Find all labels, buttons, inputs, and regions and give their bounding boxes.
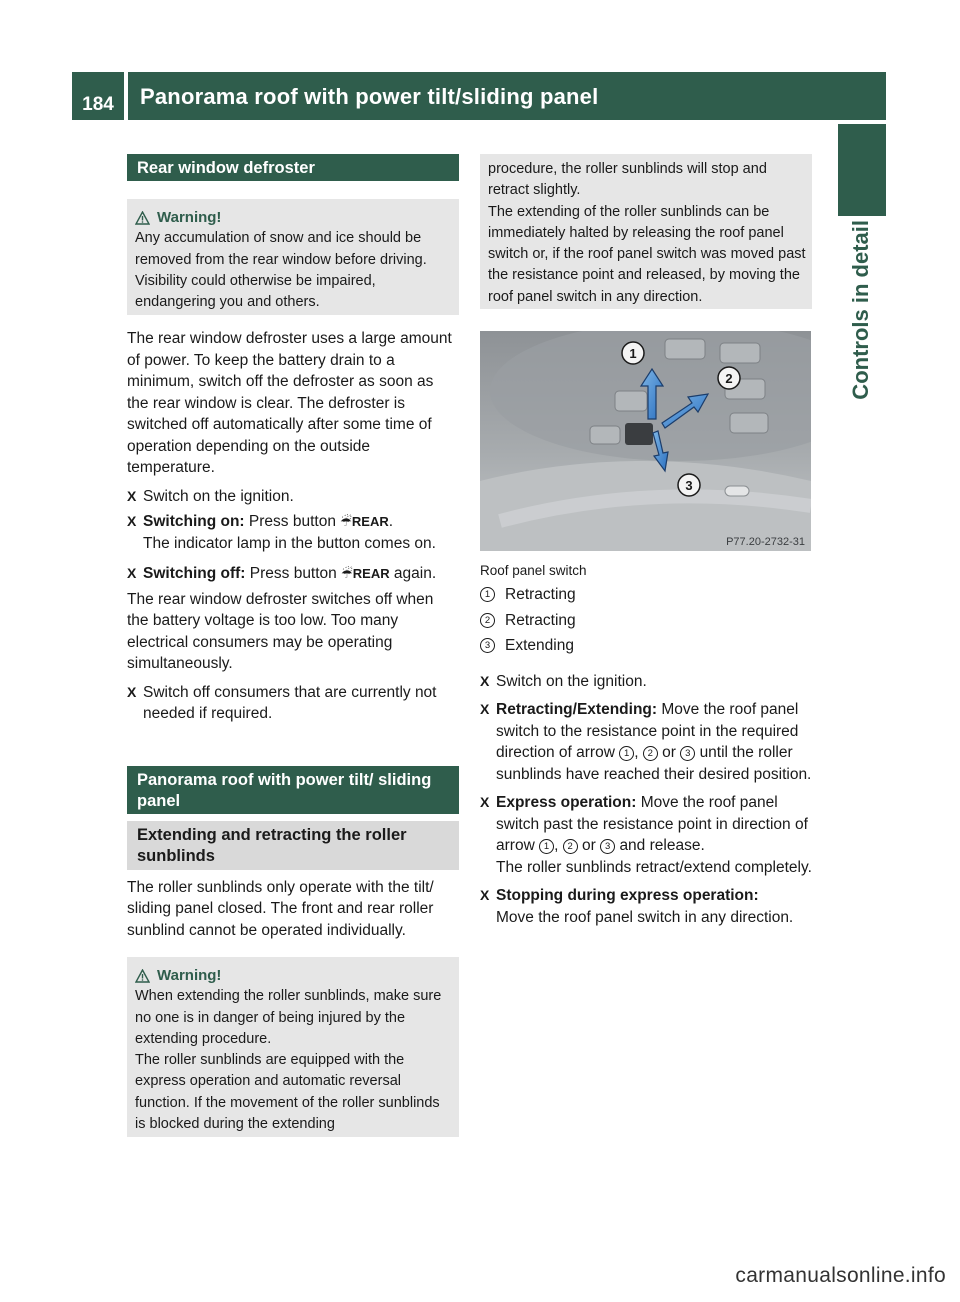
step-note: The indicator lamp in the button comes on. <box>143 534 436 552</box>
step-arrow-icon: X <box>127 513 137 529</box>
step-item <box>480 699 812 785</box>
step-text <box>496 792 812 878</box>
warning-text: The roller sunblinds are equipped with the express operation and automatic reversal function. If the movement of the roller sunblinds is blocked during the extending <box>135 1052 440 1133</box>
step-text <box>143 563 459 585</box>
step-item <box>480 792 812 878</box>
step-text-part: Move the roof panel switch in any direction. <box>496 908 794 926</box>
warning-heading-text: Warning! <box>157 967 222 984</box>
warning-heading <box>135 965 453 986</box>
step-arrow-icon: X <box>127 487 137 504</box>
step-text: Switch on the ignition. <box>143 487 294 505</box>
side-label: Controls in detail <box>848 220 873 400</box>
legend-item <box>480 582 812 608</box>
warning-text: procedure, the roller sunblinds will stop and retract slightly. <box>488 161 767 199</box>
step-text-part: until the roller sunblinds have reached their desired position. <box>496 744 812 783</box>
paragraph: The rear window defroster switches off when the battery voltage is too low. Too many electrical consumers may be operating simultaneously. <box>127 590 434 672</box>
step-label: Retracting/Extending: <box>496 701 658 718</box>
legend-number: 3 <box>480 638 495 653</box>
step-text-part: or <box>582 837 596 854</box>
side-label-wrap <box>838 220 886 500</box>
step-arrow-icon: X <box>480 794 490 810</box>
step-text-part: , <box>634 744 639 761</box>
page-title: Panorama roof with power tilt/sliding panel <box>140 84 599 109</box>
image-label: 1 <box>629 346 637 361</box>
step-item <box>127 682 459 725</box>
step-text-part: again. <box>393 565 437 582</box>
step-arrow-icon: X <box>127 683 137 700</box>
section-title-panorama-roof: Panorama roof with power tilt/ sliding panel <box>127 766 459 814</box>
legend-label: Extending <box>505 637 574 654</box>
arrow-ref: 3 <box>600 839 615 854</box>
watermark: carmanualsonline.info <box>735 1264 946 1287</box>
step-item <box>127 511 459 554</box>
warning-triangle-icon <box>135 969 150 983</box>
warning-heading <box>135 207 453 228</box>
legend-number: 2 <box>480 613 495 628</box>
step-label: Switching off: <box>143 565 246 582</box>
warning-text: When extending the roller sunblinds, make sure no one is in danger of being injured by the extending procedure. <box>135 988 442 1047</box>
paragraph: The rear window defroster uses a large amount of power. To keep the battery drain to a minimum, switch off the defroster as soon as the rear window is clear. The defroster is switched off automatically after some time of operation depending on the outside temperature. <box>127 330 452 476</box>
side-tab <box>838 124 886 216</box>
step-text <box>496 699 812 785</box>
right-column <box>480 154 812 309</box>
subsection-title-roller-sunblinds: Extending and retracting the roller sunblinds <box>127 821 459 870</box>
paragraph: The roller sunblinds only operate with the tilt/ sliding panel closed. The front and rear roller sunblind cannot be operated individually. <box>127 878 434 939</box>
step-item <box>480 885 812 928</box>
step-text-part: Move the roof panel switch to the resistance point in the required direction of arrow <box>496 701 799 761</box>
step-item <box>127 486 459 508</box>
step-arrow-icon: X <box>480 672 490 689</box>
arrow-ref: 2 <box>643 746 658 761</box>
step-text-part: Press button <box>249 565 337 582</box>
legend-item <box>480 633 812 659</box>
image-caption: Roof panel switch <box>480 563 587 578</box>
step-text: Switch off consumers that are currently not needed if required. <box>143 683 437 722</box>
warning-box-2 <box>127 957 459 1137</box>
step-text <box>496 885 812 928</box>
warning-box-continued <box>480 154 812 309</box>
step-arrow-icon: X <box>480 887 490 903</box>
legend-number: 1 <box>480 587 495 602</box>
legend-item <box>480 608 812 634</box>
step-arrow-icon: X <box>127 565 137 581</box>
arrow-ref: 1 <box>619 746 634 761</box>
step-text-part: and release. <box>619 837 705 854</box>
step-arrow-icon: X <box>480 701 490 717</box>
warning-triangle-icon <box>135 211 150 225</box>
step-note: The roller sunblinds retract/extend completely. <box>496 858 812 876</box>
step-item <box>480 671 812 693</box>
section-title-rear-window-defroster: Rear window defroster <box>127 154 459 181</box>
image-label: 3 <box>685 478 693 493</box>
page-number: 184 <box>82 94 114 115</box>
rear-defroster-icon: ☔REAR <box>340 514 389 529</box>
image-code: P77.20-2732-31 <box>726 536 805 548</box>
arrow-ref: 1 <box>539 839 554 854</box>
step-text <box>143 511 459 554</box>
step-item <box>127 563 459 585</box>
warning-text: The extending of the roller sunblinds can be immediately halted by releasing the roof panel switch or, if the roof panel switch was moved past the resistance point and released, by moving the roof panel switch in any direction. <box>488 203 806 305</box>
legend-label: Retracting <box>505 586 576 603</box>
step-text-part: , <box>554 837 559 854</box>
step-label: Stopping during express operation: <box>496 887 759 904</box>
arrow-ref: 2 <box>563 839 578 854</box>
step-label: Switching on: <box>143 513 245 530</box>
step-text-part: . <box>388 513 394 530</box>
rear-defroster-icon: ☔REAR <box>341 566 390 581</box>
legend-label: Retracting <box>505 611 576 629</box>
step-text-part: Press button <box>248 513 336 530</box>
right-column-lower <box>480 562 812 928</box>
arrow-ref: 3 <box>680 746 695 761</box>
step-text: Switch on the ignition. <box>496 672 647 690</box>
warning-text: Any accumulation of snow and ice should be removed from the rear window before driving. Visibility could otherwise be impaired, endangering you and others. <box>135 230 427 311</box>
left-column <box>127 154 459 1137</box>
image-label: 2 <box>725 371 733 386</box>
roof-panel-switch-photo <box>480 331 811 551</box>
roof-panel-switch-illustration <box>480 331 811 551</box>
step-text-part: Move the roof panel switch past the resistance point in direction of arrow <box>496 794 808 854</box>
legend-list <box>480 582 812 659</box>
warning-box-1 <box>127 199 459 315</box>
step-label: Express operation: <box>496 794 637 811</box>
step-text-part: or <box>662 744 676 761</box>
warning-heading-text: Warning! <box>157 209 222 226</box>
